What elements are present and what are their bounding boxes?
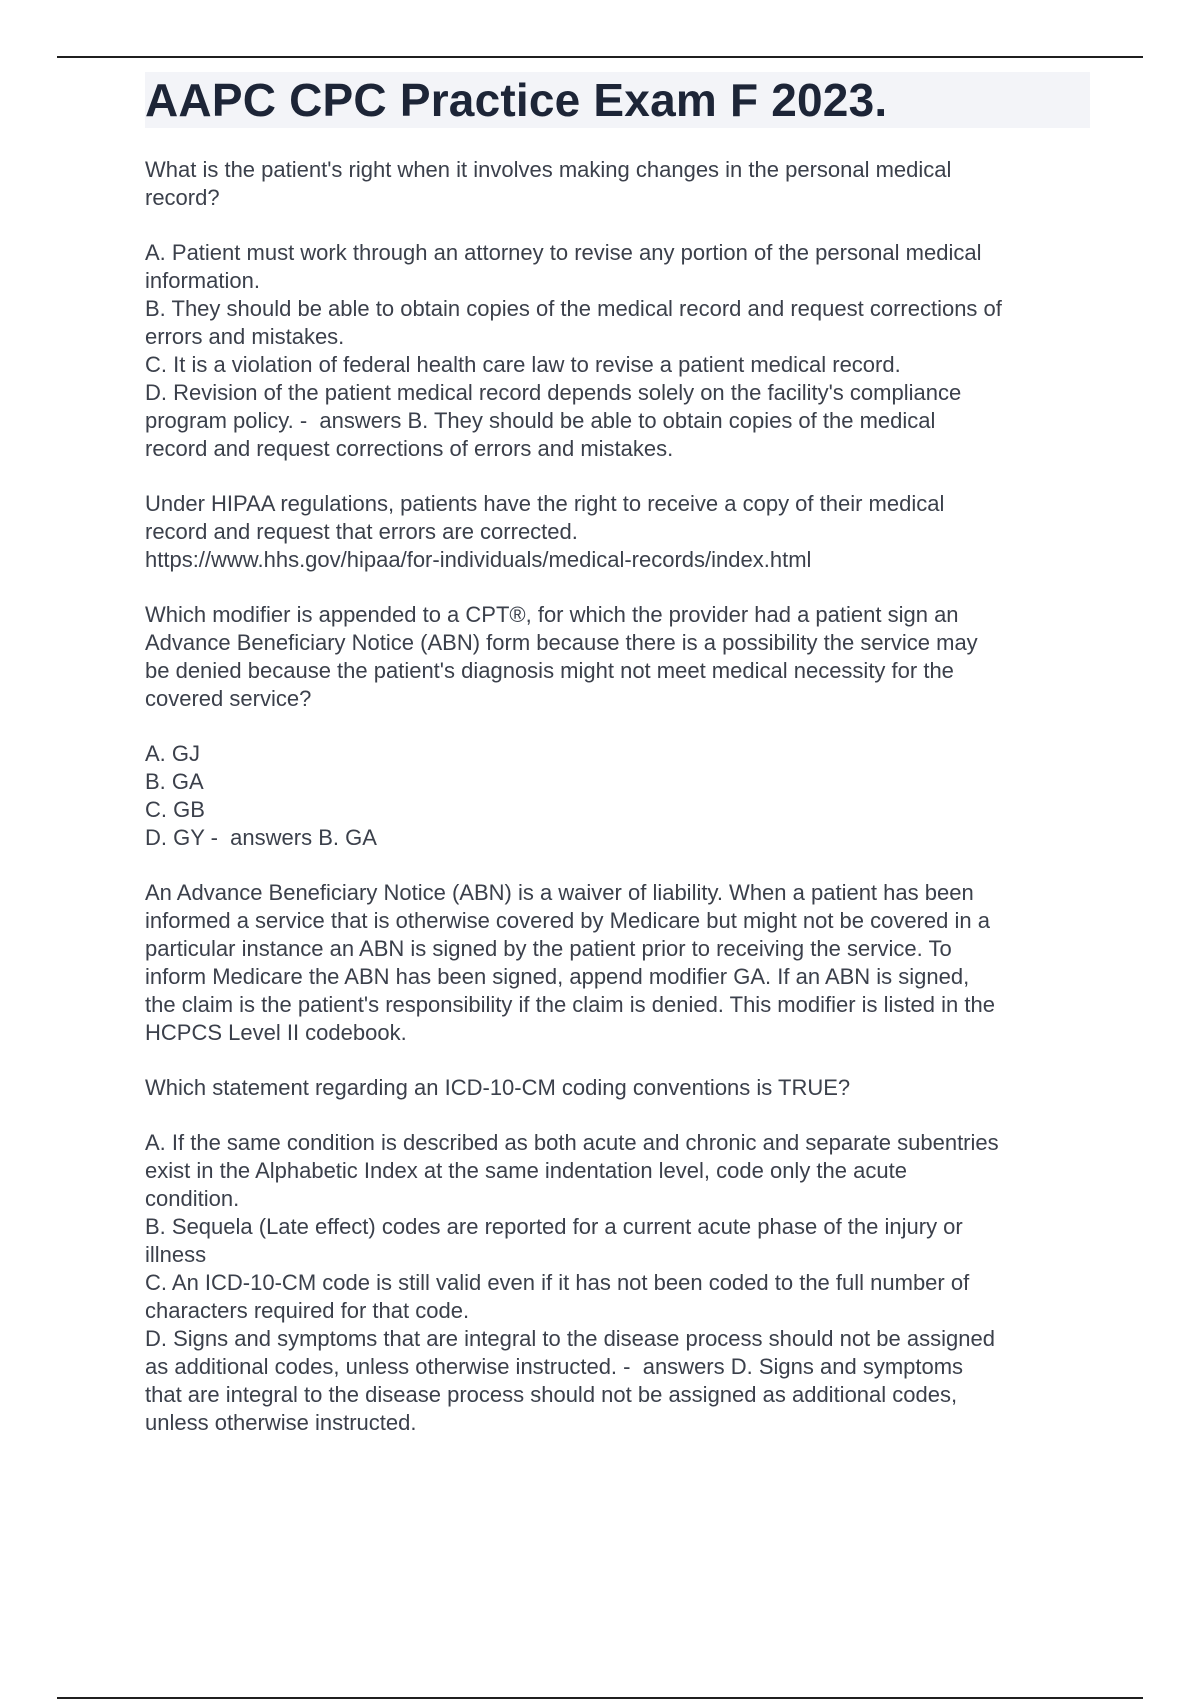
question-1-text: What is the patient's right when it involves making changes in the personal medical record? — [145, 157, 952, 210]
paragraph-gap — [145, 1102, 1090, 1129]
paragraph-gap — [145, 574, 1090, 601]
paragraph-gap — [145, 463, 1090, 490]
question-3-options: A. If the same condition is described as both acute and chronic and separate subentries exist in the Alphabetic Index at the same indentation level, code only the acute condition. B. Sequela (Late effect) codes are reported for a current acute phase of the injury or illness C. An ICD-10-CM code is still valid even if it has not been coded to the full number of characters required for that code. D. Signs and symptoms that are integral to the disease process should not be assigned as additional codes, unless otherwise instructed. - answers D. Signs and symptoms that are integral to the disease process should not be assigned as additional codes, unless otherwise instructed. — [145, 1130, 999, 1435]
document-title: AAPC CPC Practice Exam F 2023. — [145, 72, 1090, 128]
footer-rule — [57, 1697, 1143, 1699]
paragraph-gap — [145, 1047, 1090, 1074]
question-2-text: Which modifier is appended to a CPT®, for which the provider had a patient sign an Advance Beneficiary Notice (ABN) form because there is a possibility the service may be denied because the patient's diagnosis might not meet medical necessity for the covered service? — [145, 602, 978, 711]
question-2-options: A. GJ B. GA C. GB D. GY - answers B. GA — [145, 741, 377, 850]
paragraph-gap — [145, 852, 1090, 879]
question-1-options: A. Patient must work through an attorney to revise any portion of the personal medical information. B. They should be able to obtain copies of the medical record and request corrections of errors and mistakes. C. It is a violation of federal health care law to revise a patient medical record. D. Revision of the patient medical record depends solely on the facility's compliance program policy. - answers B. They should be able to obtain copies of the medical record and request corrections of errors and mistakes. — [145, 240, 1002, 461]
paragraph-gap — [145, 713, 1090, 740]
question-1-explanation: Under HIPAA regulations, patients have the right to receive a copy of their medical record and request that errors are corrected. https://www.hhs.gov/hipaa/for-individuals/medical-records/index.html — [145, 491, 945, 572]
header-rule — [57, 56, 1143, 58]
question-3-text: Which statement regarding an ICD-10-CM coding conventions is TRUE? — [145, 1075, 851, 1100]
question-2-explanation: An Advance Beneficiary Notice (ABN) is a waiver of liability. When a patient has been informed a service that is otherwise covered by Medicare but might not be covered in a particular instance an ABN is signed by the patient prior to receiving the service. To inform Medicare the ABN has been signed, append modifier GA. If an ABN is signed, the claim is the patient's responsibility if the claim is denied. This modifier is listed in the HCPCS Level II codebook. — [145, 880, 995, 1045]
document-body — [145, 72, 1090, 1437]
paragraph-gap — [145, 212, 1090, 239]
